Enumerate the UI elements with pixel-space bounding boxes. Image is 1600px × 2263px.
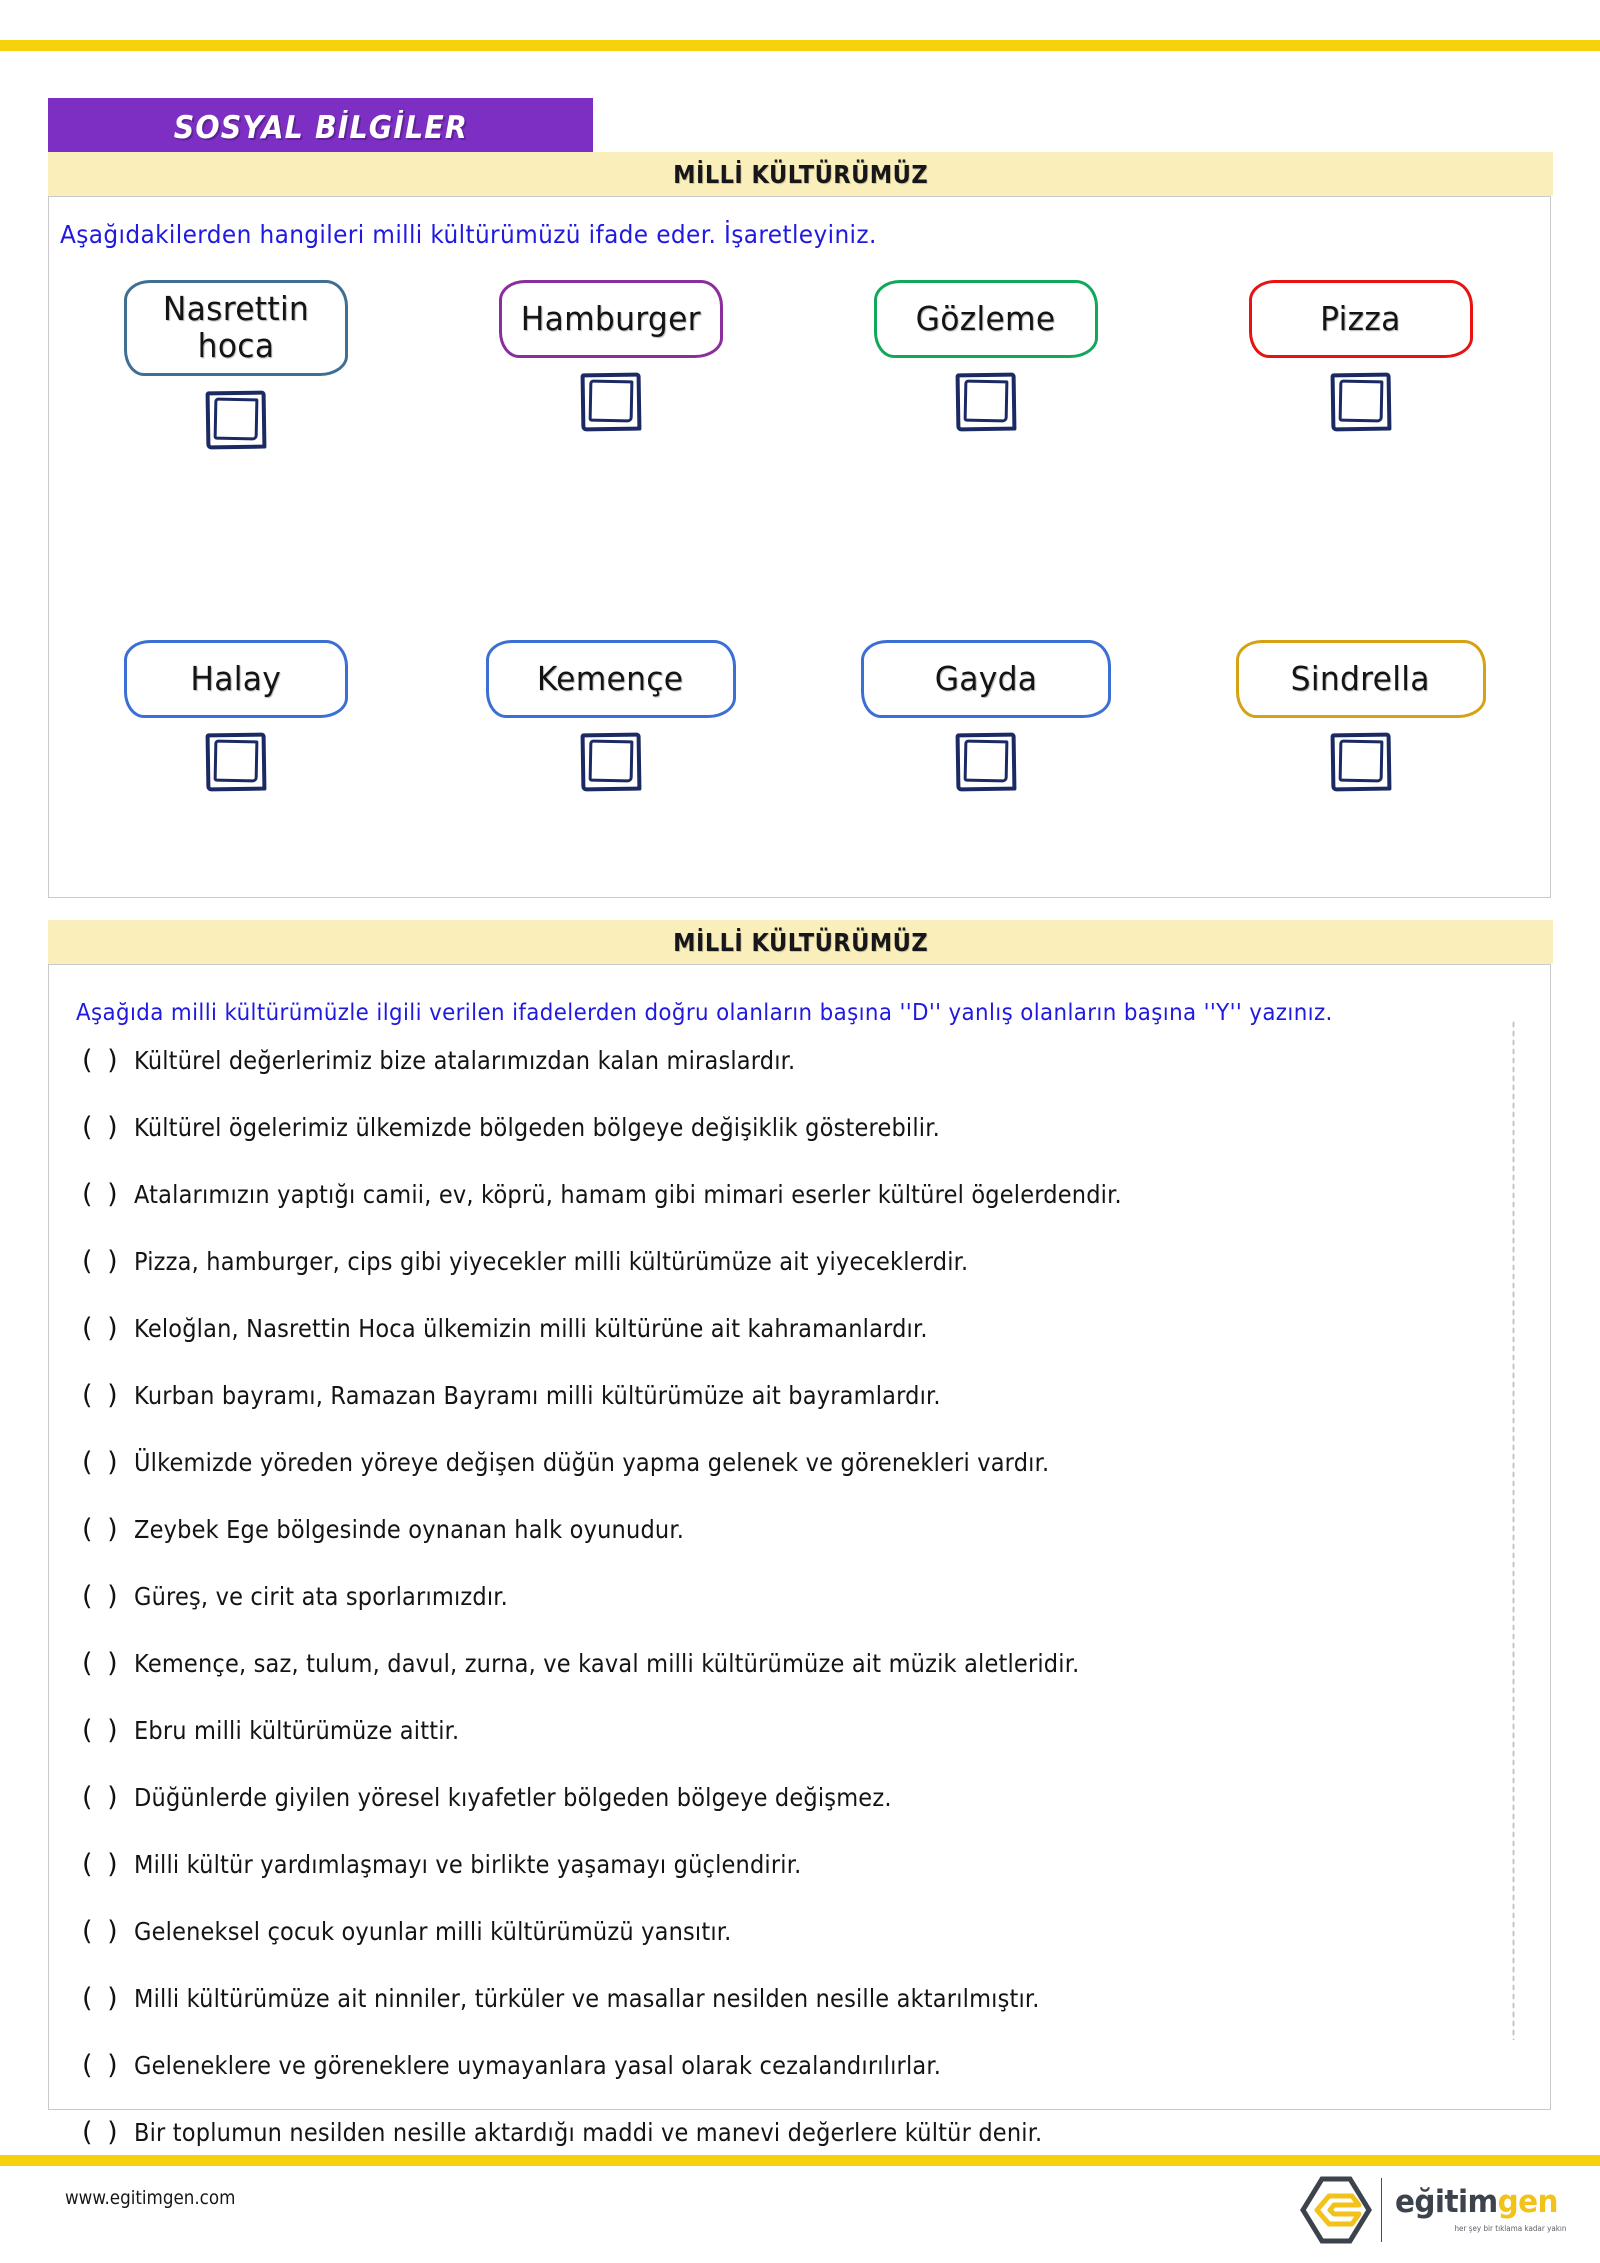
section-1-title: MİLLİ KÜLTÜRÜMÜZ (673, 159, 928, 189)
logo-word-dark: eğitim (1395, 2184, 1498, 2220)
word-label: Hamburger (520, 298, 701, 338)
word-card-pizza[interactable] (1173, 280, 1548, 449)
word-label: Gözleme (915, 298, 1056, 338)
statement-text: Düğünlerde giyilen yöresel kıyafetler bölgeden bölgeye değişmez. (134, 1783, 892, 1812)
word-label: Nasrettin hoca (162, 289, 309, 365)
word-label: Gayda (934, 658, 1037, 698)
word-card-gayda[interactable] (798, 640, 1173, 791)
statement-row (48, 2050, 1551, 2117)
statement-text: Güreş, ve cirit ata sporlarımızdır. (134, 1582, 508, 1611)
word-box (874, 280, 1098, 358)
statement-row (48, 1380, 1551, 1447)
answer-marker[interactable]: ( ) (82, 1715, 121, 1746)
statement-row (48, 1045, 1551, 1112)
checkbox-halay[interactable] (206, 733, 266, 791)
answer-marker[interactable]: ( ) (82, 1916, 121, 1947)
checkbox-inner-stroke (588, 740, 633, 783)
word-box (486, 640, 736, 718)
statement-text: Kurban bayramı, Ramazan Bayramı milli kültürümüze ait bayramlardır. (134, 1381, 941, 1410)
statement-text: Bir toplumun nesilden nesille aktardığı maddi ve manevi değerlere kültür denir. (134, 2118, 1043, 2147)
section-1-title-band (48, 152, 1553, 196)
checkbox-inner-stroke (963, 740, 1008, 783)
statement-text: Ebru milli kültürümüze aittir. (134, 1716, 460, 1745)
word-label: Halay (190, 658, 281, 698)
answer-marker[interactable]: ( ) (82, 1648, 121, 1679)
answer-marker[interactable]: ( ) (82, 1112, 121, 1143)
statement-row (48, 1849, 1551, 1916)
logo-wordmark (1395, 2184, 1567, 2233)
checkbox-pizza[interactable] (1331, 373, 1391, 431)
statement-text: Pizza, hamburger, cips gibi yiyecekler milli kültürümüze ait yiyeceklerdir. (134, 1247, 969, 1276)
word-box (861, 640, 1111, 718)
statement-row (48, 1648, 1551, 1715)
statement-row (48, 1514, 1551, 1581)
answer-marker[interactable]: ( ) (82, 1313, 121, 1344)
section-2-prompt: Aşağıda milli kültürümüzle ilgili verilen ifadelerden doğru olanların başına ''D'' yanlış olanların başına ''Y'' yazınız. (76, 1000, 1333, 1026)
word-box (1249, 280, 1473, 358)
answer-marker[interactable]: ( ) (82, 1447, 121, 1478)
section-2-title: MİLLİ KÜLTÜRÜMÜZ (673, 927, 928, 957)
answer-marker[interactable]: ( ) (82, 1849, 121, 1880)
answer-marker[interactable]: ( ) (82, 2117, 121, 2148)
answer-marker[interactable]: ( ) (82, 1581, 121, 1612)
statement-row (48, 1246, 1551, 1313)
checkbox-gayda[interactable] (956, 733, 1016, 791)
statement-text: Milli kültür yardımlaşmayı ve birlikte yaşamayı güçlendirir. (134, 1850, 802, 1879)
statement-row (48, 1313, 1551, 1380)
word-card-gozleme[interactable] (798, 280, 1173, 449)
statement-text: Ülkemizde yöreden yöreye değişen düğün yapma gelenek ve görenekleri vardır. (134, 1448, 1050, 1477)
checkbox-inner-stroke (1338, 740, 1383, 783)
section-2-title-band (48, 920, 1553, 964)
logo-word (1395, 2184, 1558, 2220)
top-accent-rule (0, 40, 1600, 51)
answer-marker[interactable]: ( ) (82, 1983, 121, 2014)
answer-marker[interactable]: ( ) (82, 1380, 121, 1411)
statement-row (48, 1447, 1551, 1514)
bottom-accent-rule (0, 2155, 1600, 2166)
answer-marker[interactable]: ( ) (82, 1782, 121, 1813)
word-card-halay[interactable] (48, 640, 423, 791)
checkbox-sindrella[interactable] (1331, 733, 1391, 791)
statement-row (48, 1715, 1551, 1782)
word-box (124, 280, 348, 376)
statement-row (48, 1112, 1551, 1179)
checkbox-inner-stroke (1338, 380, 1383, 423)
subject-tag-label: SOSYAL BİLGİLER (173, 109, 468, 146)
statement-text: Atalarımızın yaptığı camii, ev, köprü, hamam gibi mimari eserler kültürel ögelerdendir. (134, 1180, 1122, 1209)
statement-row (48, 1782, 1551, 1849)
word-card-row-2 (48, 640, 1551, 791)
word-card-kemence[interactable] (423, 640, 798, 791)
statement-row (48, 1179, 1551, 1246)
word-card-row-1 (48, 280, 1551, 449)
statement-row (48, 1983, 1551, 2050)
section-1-prompt: Aşağıdakilerden hangileri milli kültürümüzü ifade eder. İşaretleyiniz. (60, 220, 877, 249)
statement-text: Keloğlan, Nasrettin Hoca ülkemizin milli kültürüne ait kahramanlardır. (134, 1314, 928, 1343)
statement-text: Milli kültürümüze ait ninniler, türküler ve masallar nesilden nesille aktarılmıştır. (134, 1984, 1040, 2013)
checkbox-inner-stroke (963, 380, 1008, 423)
statement-text: Kemençe, saz, tulum, davul, zurna, ve kaval milli kültürümüze ait müzik aletleridir. (134, 1649, 1080, 1678)
word-card-hamburger[interactable] (423, 280, 798, 449)
word-box (1236, 640, 1486, 718)
word-card-sindrella[interactable] (1173, 640, 1548, 791)
footer-url[interactable]: www.egitimgen.com (65, 2187, 236, 2209)
word-label: Pizza (1320, 298, 1401, 338)
statement-text: Geleneklere ve göreneklere uymayanlara yasal olarak cezalandırılırlar. (134, 2051, 942, 2080)
checkbox-inner-stroke (588, 380, 633, 423)
statement-text: Kültürel ögelerimiz ülkemizde bölgeden bölgeye değişiklik gösterebilir. (134, 1113, 940, 1142)
brand-logo[interactable] (1300, 2172, 1567, 2248)
statement-text: Geleneksel çocuk oyunlar milli kültürümüzü yansıtır. (134, 1917, 732, 1946)
logo-word-accent: gen (1497, 2184, 1558, 2220)
answer-marker[interactable]: ( ) (82, 1246, 121, 1277)
statement-list (48, 1045, 1551, 2184)
statement-text: Zeybek Ege bölgesinde oynanan halk oyunudur. (134, 1515, 685, 1544)
logo-divider (1381, 2178, 1382, 2242)
subject-tag (48, 98, 593, 157)
checkbox-hamburger[interactable] (581, 373, 641, 431)
checkbox-inner-stroke (213, 398, 258, 441)
logo-tagline: her şey bir tıklama kadar yakın (1454, 2224, 1567, 2233)
checkbox-kemence[interactable] (581, 733, 641, 791)
word-card-nasrettin-hoca[interactable] (48, 280, 423, 449)
answer-marker[interactable]: ( ) (82, 2050, 121, 2081)
word-label: Sindrella (1290, 658, 1431, 698)
answer-marker[interactable]: ( ) (82, 1514, 121, 1545)
statement-row (48, 1916, 1551, 1983)
word-box (499, 280, 723, 358)
word-box (124, 640, 348, 718)
checkbox-nasrettin-hoca[interactable] (206, 391, 266, 449)
statement-text: Kültürel değerlerimiz bize atalarımızdan kalan miraslardır. (134, 1046, 796, 1075)
answer-marker[interactable]: ( ) (82, 1179, 121, 1210)
checkbox-gozleme[interactable] (956, 373, 1016, 431)
egitimgen-hexagon-e-icon (1300, 2176, 1372, 2244)
word-label: Kemençe (537, 658, 684, 698)
answer-marker[interactable]: ( ) (82, 1045, 121, 1076)
statement-row (48, 1581, 1551, 1648)
checkbox-inner-stroke (213, 740, 258, 783)
